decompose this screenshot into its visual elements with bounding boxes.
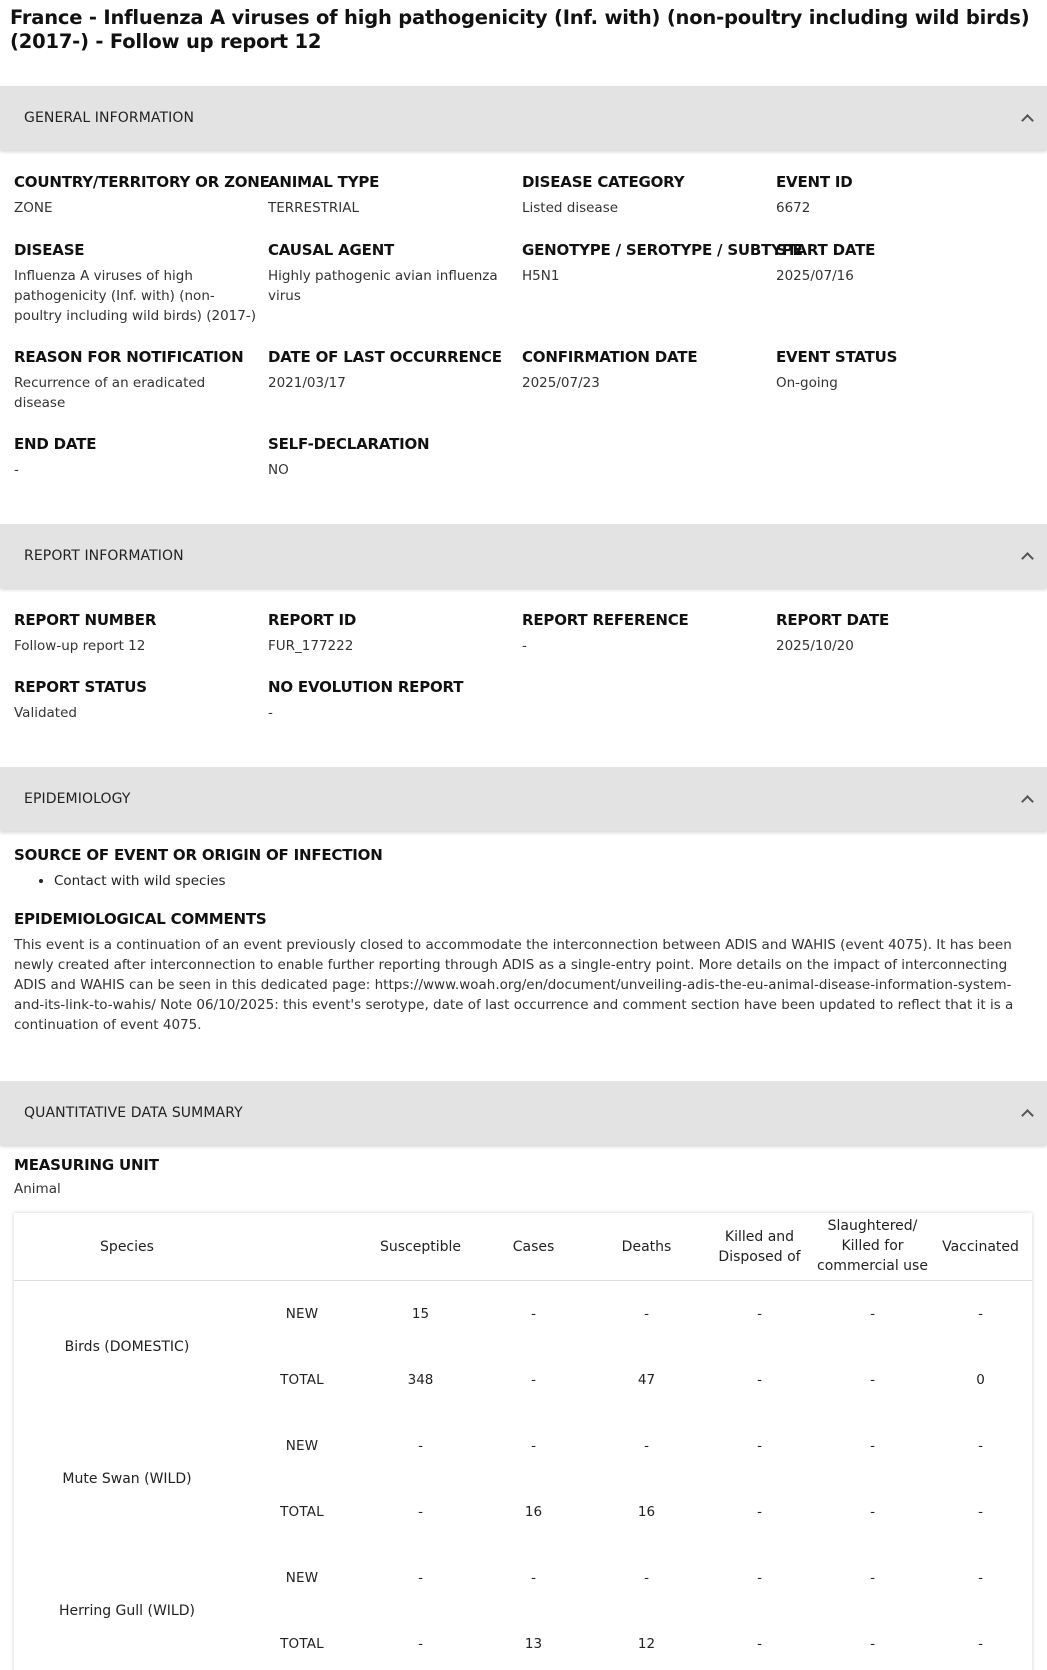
column-header-slaughtered (816, 1217, 929, 1277)
cell-slaughtered: - (870, 1372, 875, 1388)
field-causal-agent (268, 240, 522, 327)
cell-cases: - (531, 1438, 536, 1454)
cell-vaccinated: - (978, 1438, 983, 1454)
column-header-susceptible: Susceptible (379, 1238, 462, 1255)
cell-slaughtered: - (870, 1504, 875, 1520)
species-name: Mute Swan (WILD) (62, 1471, 192, 1487)
cell-deaths: - (644, 1570, 649, 1586)
field-label: CAUSAL AGENT (268, 241, 395, 259)
cell-slaughtered: - (870, 1306, 875, 1322)
cell-killed: - (757, 1570, 762, 1586)
field-label: EVENT ID (776, 173, 853, 191)
field-label: GENOTYPE / SEROTYPE / SUBTYPE (522, 241, 803, 259)
cell-susceptible: - (418, 1636, 423, 1652)
column-header-cases: Cases (512, 1238, 555, 1255)
field-value: On-going (776, 375, 838, 391)
field-reason-notification (14, 347, 268, 414)
field-value: H5N1 (522, 268, 560, 284)
comments-label: EPIDEMIOLOGICAL COMMENTS (14, 910, 267, 928)
cell-susceptible: - (418, 1504, 423, 1520)
source-label: SOURCE OF EVENT OR ORIGIN OF INFECTION (14, 846, 383, 864)
field-value: - (268, 705, 273, 721)
field-value: - (14, 462, 19, 478)
field-value: 2025/10/20 (776, 638, 854, 654)
field-start-date (776, 240, 1030, 327)
field-label: DISEASE CATEGORY (522, 173, 685, 191)
cell-killed: - (757, 1438, 762, 1454)
field-report-status (14, 677, 268, 725)
table-row (14, 1281, 1032, 1413)
cell-susceptible: - (418, 1570, 423, 1586)
section-label: REPORT INFORMATION (24, 548, 184, 564)
general-information-body (0, 150, 1047, 524)
field-no-evolution-report (268, 677, 522, 725)
epidemiology-body (0, 831, 1047, 1081)
field-event-id (776, 172, 1030, 220)
quantitative-data-body (0, 1145, 1047, 1670)
field-country-zone (14, 172, 268, 220)
source-list (54, 871, 1033, 891)
field-label: REPORT DATE (776, 611, 890, 629)
section-label: QUANTITATIVE DATA SUMMARY (24, 1105, 243, 1121)
field-label: DATE OF LAST OCCURRENCE (268, 348, 502, 366)
quantitative-table (14, 1213, 1032, 1670)
species-name: Herring Gull (WILD) (59, 1603, 195, 1619)
field-end-date (14, 434, 268, 482)
table-row (14, 1413, 1032, 1545)
row-kind: TOTAL (280, 1372, 324, 1388)
measuring-unit-label: MEASURING UNIT (14, 1156, 159, 1174)
cell-vaccinated: 0 (976, 1372, 985, 1388)
field-label: CONFIRMATION DATE (522, 348, 698, 366)
field-value: Influenza A viruses of high pathogenicity (Inf. with) (non-poultry including wild birds) (2017-) (14, 268, 256, 324)
cell-cases: - (531, 1306, 536, 1322)
row-kind: NEW (285, 1570, 319, 1586)
field-value: FUR_177222 (268, 638, 354, 654)
field-label: SELF-DECLARATION (268, 435, 430, 453)
table-header (14, 1213, 1032, 1281)
cell-susceptible: 15 (411, 1306, 430, 1322)
cell-susceptible: 348 (407, 1372, 434, 1388)
field-value: TERRESTRIAL (268, 200, 359, 216)
field-value: 2025/07/16 (776, 268, 854, 284)
cell-cases: 16 (524, 1504, 543, 1520)
cell-vaccinated: - (978, 1636, 983, 1652)
section-label: EPIDEMIOLOGY (24, 791, 131, 807)
field-self-declaration (268, 434, 522, 482)
field-value: Highly pathogenic avian influenza virus (268, 268, 498, 304)
field-value: 2021/03/17 (268, 375, 346, 391)
report-information-body (0, 588, 1047, 767)
field-disease-category (522, 172, 776, 220)
cell-cases: - (531, 1372, 536, 1388)
cell-deaths: 16 (637, 1504, 656, 1520)
chevron-up-icon[interactable] (1021, 1107, 1033, 1119)
cell-vaccinated: - (978, 1306, 983, 1322)
field-value: NO (268, 462, 289, 478)
row-kind: TOTAL (280, 1636, 324, 1652)
measuring-unit-value: Animal (14, 1181, 61, 1197)
cell-cases: 13 (524, 1636, 543, 1652)
field-report-number (14, 610, 268, 658)
field-label: DISEASE (14, 241, 85, 259)
page-title: France - Influenza A viruses of high pathogenicity (Inf. with) (non-poultry including wild birds) (2017-) - Follow up report 12 (10, 6, 1030, 53)
cell-deaths: - (644, 1306, 649, 1322)
field-value: - (522, 638, 527, 654)
field-label: REPORT NUMBER (14, 611, 157, 629)
table-row (14, 1545, 1032, 1670)
field-value: Listed disease (522, 200, 619, 216)
field-value: Recurrence of an eradicated disease (14, 375, 206, 411)
list-item: • Contact with wild species (54, 871, 1033, 891)
field-label: REASON FOR NOTIFICATION (14, 348, 244, 366)
field-disease (14, 240, 268, 327)
field-label: COUNTRY/TERRITORY OR ZONE (14, 173, 270, 191)
field-label: NO EVOLUTION REPORT (268, 678, 464, 696)
cell-deaths: 12 (637, 1636, 656, 1652)
field-label: REPORT REFERENCE (522, 611, 689, 629)
epidemiology-header[interactable] (0, 767, 1047, 831)
chevron-up-icon[interactable] (1021, 112, 1033, 124)
column-header-species: Species (100, 1238, 154, 1255)
row-kind: NEW (285, 1438, 319, 1454)
field-label: REPORT STATUS (14, 678, 147, 696)
field-label: ANIMAL TYPE (268, 173, 380, 191)
report-information-header[interactable] (0, 524, 1047, 588)
column-header-killed: Killed and Disposed of (718, 1228, 801, 1265)
cell-deaths: 47 (637, 1372, 656, 1388)
quantitative-data-header[interactable] (0, 1081, 1047, 1145)
row-kind: TOTAL (280, 1504, 324, 1520)
cell-killed: - (757, 1504, 762, 1520)
field-event-status (776, 347, 1030, 414)
cell-vaccinated: - (978, 1504, 983, 1520)
field-value: Follow-up report 12 (14, 638, 146, 654)
column-header-vaccinated: Vaccinated (942, 1238, 1019, 1255)
field-label: START DATE (776, 241, 876, 259)
field-report-id (268, 610, 522, 658)
chevron-up-icon[interactable] (1021, 550, 1033, 562)
field-genotype (522, 240, 803, 327)
cell-killed: - (757, 1306, 762, 1322)
cell-slaughtered: - (870, 1570, 875, 1586)
field-value: ZONE (14, 200, 53, 216)
field-label: END DATE (14, 435, 97, 453)
field-animal-type (268, 172, 522, 220)
cell-deaths: - (644, 1438, 649, 1454)
field-value: 2025/07/23 (522, 375, 600, 391)
field-label: REPORT ID (268, 611, 357, 629)
cell-susceptible: - (418, 1438, 423, 1454)
field-label: EVENT STATUS (776, 348, 898, 366)
cell-slaughtered: - (870, 1438, 875, 1454)
cell-slaughtered: - (870, 1636, 875, 1652)
field-confirmation-date (522, 347, 776, 414)
general-information-header[interactable] (0, 86, 1047, 150)
field-report-reference (522, 610, 776, 658)
field-last-occurrence (268, 347, 522, 414)
chevron-up-icon[interactable] (1021, 793, 1033, 805)
species-name: Birds (DOMESTIC) (64, 1339, 190, 1355)
epidemiological-comments: This event is a continuation of an event previously closed to accommodate the interconnection between ADIS and WAHIS (event 4075). It has been newly created after interconnection to enable further reporting through ADIS as a single-entry point. More details on the impact of interconnecting ADIS and WAHIS can be seen in this dedicated page: https://www.woah.org/en/document/unveiling-adis-the-eu-animal-disease-information-system-and-its-link-to-wahis/ Note 06/10/2025: this event's serotype, date of last occurrence and comment section have been updated to reflect that it is a continuation of event 4075. (14, 937, 1014, 1033)
cell-vaccinated: - (978, 1570, 983, 1586)
field-report-date (776, 610, 1030, 658)
cell-cases: - (531, 1570, 536, 1586)
cell-killed: - (757, 1372, 762, 1388)
row-kind: NEW (285, 1306, 319, 1322)
section-label: GENERAL INFORMATION (24, 110, 195, 126)
column-header-slaughtered-text: Slaughtered/ Killed for commercial use (817, 1217, 928, 1274)
field-value: Validated (14, 705, 77, 721)
column-header-deaths: Deaths (621, 1238, 672, 1255)
field-value: 6672 (776, 200, 811, 216)
cell-killed: - (757, 1636, 762, 1652)
